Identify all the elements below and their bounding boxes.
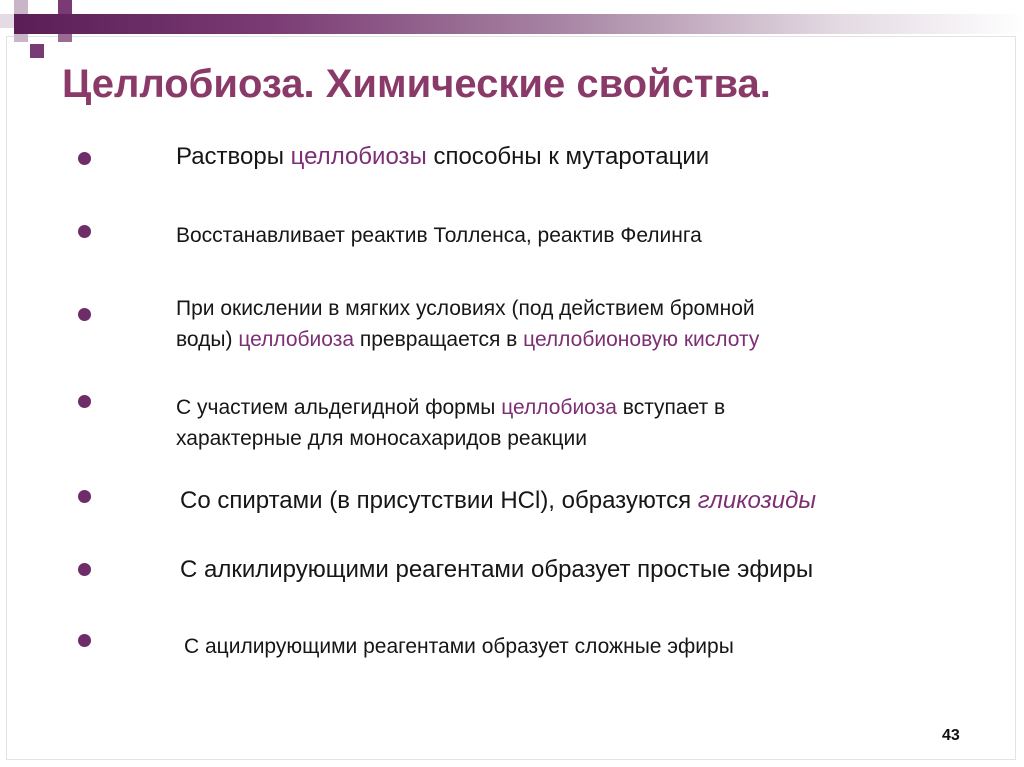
bullet-dot-icon [78, 308, 91, 321]
corner-square-decoration [30, 44, 44, 58]
page-number: 43 [942, 727, 960, 744]
header-gradient-bar [14, 14, 1024, 34]
text-segment: С участием альдегидной формы [176, 396, 502, 419]
text-segment: превращается в [354, 328, 524, 351]
highlighted-term: целлобиоза [501, 396, 617, 419]
highlighted-term: гликозиды [697, 487, 817, 514]
text-segment: воды) [176, 328, 239, 351]
text-segment: Растворы [176, 143, 291, 170]
list-item-text [176, 293, 759, 355]
text-segment: характерные для моносахаридов реакции [176, 427, 587, 450]
list-item-text [176, 392, 725, 454]
text-segment: С ацилирующими реагентами образует сложные эфиры [184, 635, 734, 658]
text-segment: Со спиртами (в присутствии HCl), образуются [180, 487, 698, 514]
list-item-text [180, 485, 816, 516]
list-item-text [184, 631, 734, 662]
text-segment: Восстанавливает реактив Толленса, реактив Фелинга [176, 224, 702, 247]
bullet-dot-icon [78, 225, 91, 238]
text-segment: С алкилирующими реагентами образует простые эфиры [180, 556, 814, 583]
list-item-text [180, 554, 813, 585]
corner-square-decoration [14, 0, 28, 14]
list-item-text [176, 220, 702, 251]
slide-title: Целлобиоза. Химические свойства. [62, 62, 771, 106]
text-segment: способны к мутаротации [426, 143, 710, 170]
bullet-dot-icon [78, 152, 91, 165]
bullet-dot-icon [78, 395, 91, 408]
bullet-dot-icon [78, 490, 91, 503]
highlighted-term: целлобиоза [238, 328, 355, 351]
list-item-text [176, 141, 709, 172]
corner-square-decoration [0, 14, 14, 28]
highlighted-term: целлобионовую кислоту [523, 328, 760, 351]
bullet-dot-icon [78, 634, 91, 647]
bullet-dot-icon [78, 563, 91, 576]
text-segment: При окислении в мягких условиях (под действием бромной [176, 297, 755, 320]
corner-square-decoration [58, 0, 72, 14]
highlighted-term: целлобиозы [290, 143, 427, 170]
text-segment: вступает в [616, 396, 726, 419]
